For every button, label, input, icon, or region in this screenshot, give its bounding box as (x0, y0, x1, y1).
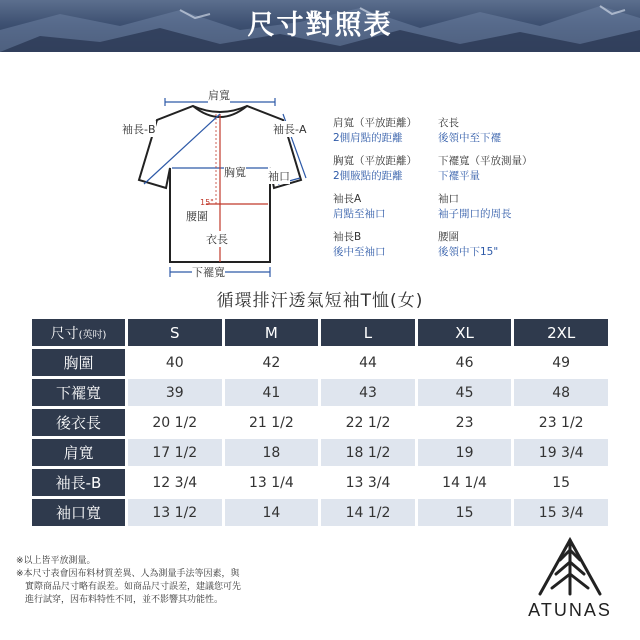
table-cell: 14 1/4 (418, 469, 512, 496)
table-row (32, 409, 608, 436)
table-header-row (32, 319, 608, 346)
brand-name: ATUNAS (528, 600, 612, 620)
table-cell: 19 3/4 (514, 439, 608, 466)
table-cell: 13 1/2 (128, 499, 222, 526)
row-header: 肩寬 (32, 439, 125, 466)
table-header-cell: 2XL (514, 319, 608, 346)
page-title: 尺寸對照表 (247, 10, 393, 41)
row-header: 袖口寬 (32, 499, 125, 526)
table-row (32, 349, 608, 376)
table-header-size: 尺寸(英吋) (32, 319, 125, 346)
table-cell: 21 1/2 (225, 409, 319, 436)
table-cell: 46 (418, 349, 512, 376)
note-item: 袖長A 肩點至袖口 (333, 193, 386, 220)
diagram-label-sleeve-b: 袖長-B (122, 123, 156, 136)
table-header-cell: S (128, 319, 222, 346)
table-cell: 13 3/4 (321, 469, 415, 496)
table-cell: 15 (418, 499, 512, 526)
table-cell: 48 (514, 379, 608, 406)
table-cell: 43 (321, 379, 415, 406)
footnotes (16, 555, 316, 607)
diagram-label-cuff: 袖口 (268, 170, 290, 183)
note-item: 肩寬（平放距離） 2側肩點的距離 (333, 117, 417, 144)
diagram-label-chest: 胸寬 (224, 166, 246, 179)
note-item: 胸寬（平放距離） 2側腋點的距離 (333, 155, 417, 182)
note-item: 袖口 袖子開口的周長 (438, 193, 512, 220)
table-cell: 14 1/2 (321, 499, 415, 526)
table-cell: 44 (321, 349, 415, 376)
table-row (32, 469, 608, 496)
product-title: 循環排汗透氣短袖T恤(女) (216, 291, 424, 311)
diagram-label-sleeve-a: 袖長-A (273, 123, 307, 136)
table-header-cell: M (225, 319, 319, 346)
size-table (29, 316, 611, 529)
table-cell: 17 1/2 (128, 439, 222, 466)
note-item: 袖長B 後中至袖口 (333, 231, 386, 258)
row-header: 袖長-B (32, 469, 125, 496)
table-cell: 15 3/4 (514, 499, 608, 526)
table-cell: 18 1/2 (321, 439, 415, 466)
table-cell: 49 (514, 349, 608, 376)
table-row (32, 379, 608, 406)
table-cell: 39 (128, 379, 222, 406)
table-cell: 19 (418, 439, 512, 466)
diagram-label-hem: 下襬寬 (192, 266, 225, 279)
table-cell: 13 1/4 (225, 469, 319, 496)
table-cell: 45 (418, 379, 512, 406)
table-cell: 20 1/2 (128, 409, 222, 436)
note-item: 下襬寬（平放測量） 下襬平量 (438, 155, 533, 182)
diagram-label-length: 衣長 (206, 233, 228, 246)
table-cell: 18 (225, 439, 319, 466)
footnote-line: ※以上皆平放測量。 (16, 556, 96, 566)
footnote-line: 實際商品尺寸略有誤差。如商品尺寸誤差，建議您可先 (25, 582, 242, 592)
row-header: 後衣長 (32, 409, 125, 436)
row-header: 下襬寬 (32, 379, 125, 406)
table-header-cell: XL (418, 319, 512, 346)
diagram-label-waist: 腰圍 (186, 210, 208, 223)
footnote-line: ※本尺寸表會因布料材質差異、人為測量手法等因素，與 (16, 569, 240, 579)
tshirt-diagram (120, 84, 320, 280)
table-cell: 41 (225, 379, 319, 406)
table-cell: 12 3/4 (128, 469, 222, 496)
footnote-line: 進行試穿，因布料特性不同，並不影響其功能性。 (25, 595, 224, 605)
row-header: 胸圍 (32, 349, 125, 376)
table-row (32, 499, 608, 526)
diagram-label-15-inch: 15" (200, 198, 214, 207)
table-cell: 42 (225, 349, 319, 376)
table-header-cell: L (321, 319, 415, 346)
table-cell: 23 (418, 409, 512, 436)
table-cell: 22 1/2 (321, 409, 415, 436)
note-item: 腰圍 後領中下15" (438, 231, 499, 258)
measurement-notes (333, 116, 583, 266)
note-item: 衣長 後領中至下襬 (438, 117, 501, 144)
table-cell: 15 (514, 469, 608, 496)
table-cell: 40 (128, 349, 222, 376)
tshirt-outline-icon (120, 84, 320, 280)
table-cell: 23 1/2 (514, 409, 608, 436)
diagram-label-shoulder: 肩寬 (208, 89, 230, 102)
header-banner (0, 0, 640, 52)
table-cell: 14 (225, 499, 319, 526)
table-row (32, 439, 608, 466)
